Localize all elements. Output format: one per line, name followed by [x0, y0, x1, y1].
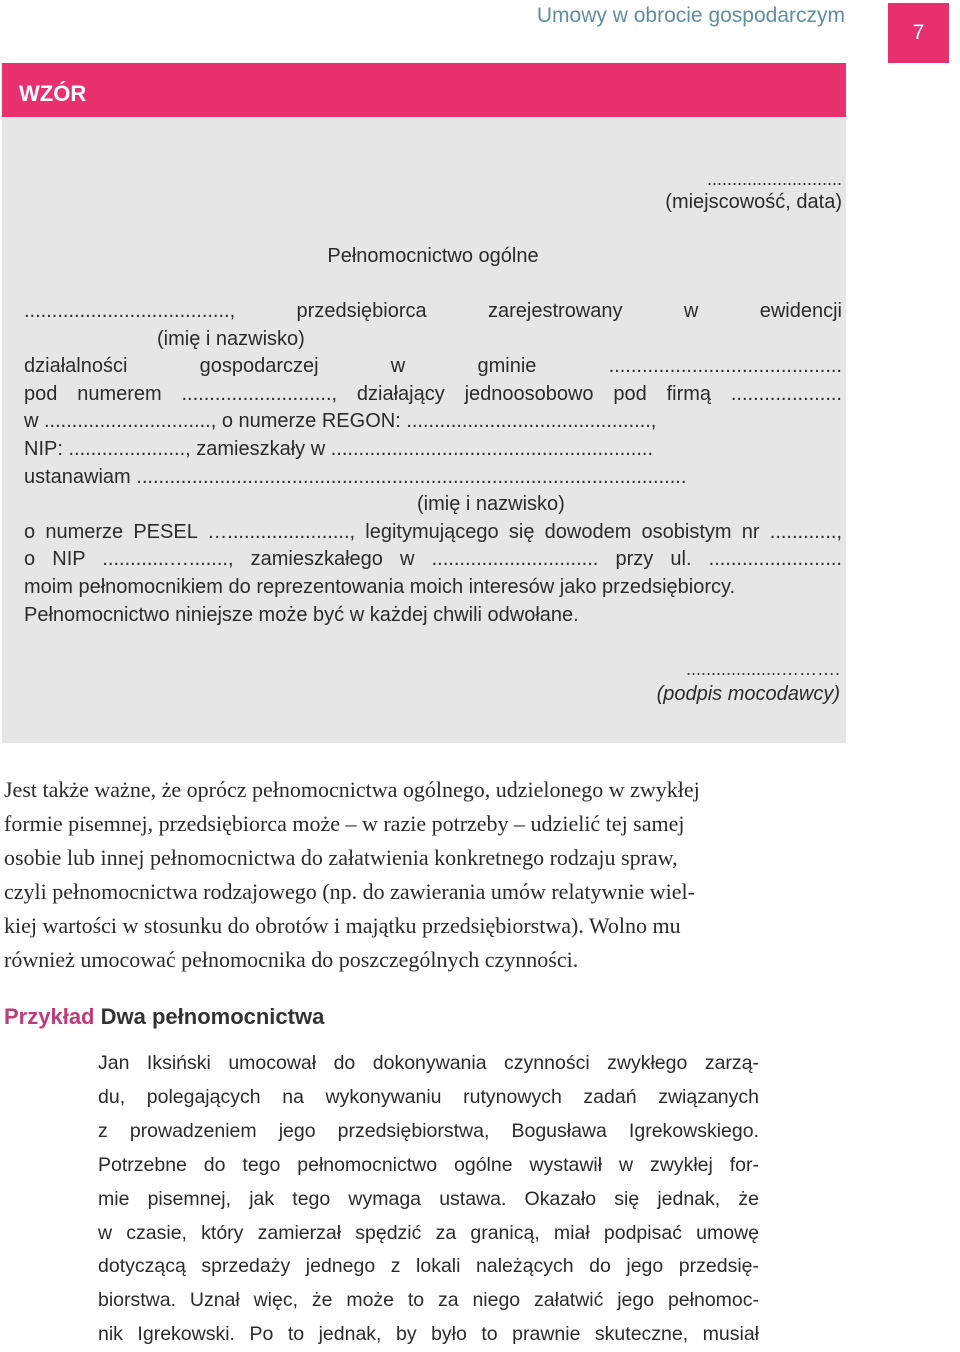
paragraph-line: Jest także ważne, że oprócz pełnomocnictwa ogólnego, udzielonego w zwykłej: [4, 777, 700, 802]
example-title: Dwa pełnomocnictwa: [100, 1004, 325, 1029]
paragraph-line: czyli pełnomocnictwa rodzajowego (np. do zawierania umów relatywnie wiel-: [4, 879, 695, 904]
form-line: ....................................., przedsiębiorca zarejestrowany w ewidencji: [24, 300, 842, 322]
signature-label: (podpis mocodawcy): [656, 683, 840, 705]
example-heading: [4, 1001, 324, 1033]
example-line: mie pisemnej, jak tego wymaga ustawa. Okazało się jednak, że: [98, 1187, 759, 1210]
place-date-dots: ...........................: [706, 169, 842, 189]
example-line: Jan Iksiński umocował do dokonywania czynności zwykłego zarzą-: [98, 1052, 759, 1074]
example-line: z prowadzeniem jego przedsiębiorstwa, Bogusława Igrekowskiego.: [98, 1119, 759, 1142]
example-line: dotyczącą sprzedaży jednego z lokali należących do jego przedsię-: [98, 1255, 759, 1278]
page-number-badge: 7: [888, 3, 949, 63]
example-line: nik Igrekowski. Po to jednak, by było to prawnie skuteczne, musiał: [98, 1323, 759, 1346]
place-date-label: (miejscowość, data): [665, 191, 842, 213]
paragraph-line: formie pisemnej, przedsiębiorca może – w razie potrzeby – udzielić tej samej: [4, 811, 685, 836]
example-line: biorstwa. Uznał więc, że może to za niego załatwić jego pełnomoc-: [98, 1289, 759, 1312]
form-line: pod numerem ..........................., działający jednoosobowo pod firmą ....................: [24, 382, 842, 405]
example-body: [98, 1047, 759, 1352]
body-paragraph: [4, 773, 807, 977]
form-line: ustanawiam ...................................................................................................: [24, 465, 687, 488]
form-line: o NIP ............…......., zamieszkałego w .............................. przy ul. ........................: [24, 548, 842, 571]
form-template-label: WZÓR: [2, 63, 846, 117]
form-line: NIP: ....................., zamieszkały w ..........................................................: [24, 437, 654, 460]
example-line: w czasie, który zamierzał spędzić za granicą, miał podpisać umowę: [98, 1221, 759, 1244]
form-line: o numerze PESEL …......................, legitymującego się dowodem osobistym nr ............,: [24, 520, 842, 543]
example-label: Przykład: [4, 1004, 95, 1029]
example-line: du, polegających na wykonywaniu rutynowych zadań związanych: [98, 1085, 759, 1108]
paragraph-line: osobie lub innej pełnomocnictwa do załatwienia konkretnego rodzaju spraw,: [4, 845, 678, 870]
form-line-caption: (imię i nazwisko): [157, 327, 305, 350]
form-template-box: [2, 63, 846, 743]
example-line: Potrzebne do tego pełnomocnictwo ogólne wystawił w zwykłej for-: [98, 1153, 759, 1176]
form-body: [24, 298, 842, 629]
form-line: moim pełnomocnikiem do reprezentowania moich interesów jako przedsiębiorcy.: [24, 575, 736, 598]
signature-dots: ...................……….: [685, 659, 840, 679]
form-line-caption: (imię i nazwisko): [417, 493, 565, 516]
form-line: w .............................., o numerze REGON: ............................................,: [24, 410, 657, 433]
running-header-title: Umowy w obrocie gospodarczym: [536, 4, 845, 27]
paragraph-line: kiej wartości w stosunku do obrotów i majątku przedsiębiorstwa). Wolno mu: [4, 913, 681, 938]
paragraph-line: również umocować pełnomocnika do poszczególnych czynności.: [4, 947, 579, 972]
form-heading: Pełnomocnictwo ogólne: [327, 245, 539, 267]
form-line: Pełnomocnictwo niniejsze może być w każdej chwili odwołane.: [24, 603, 579, 626]
form-line: działalności gospodarczej w gminie ..........................................: [24, 355, 842, 378]
